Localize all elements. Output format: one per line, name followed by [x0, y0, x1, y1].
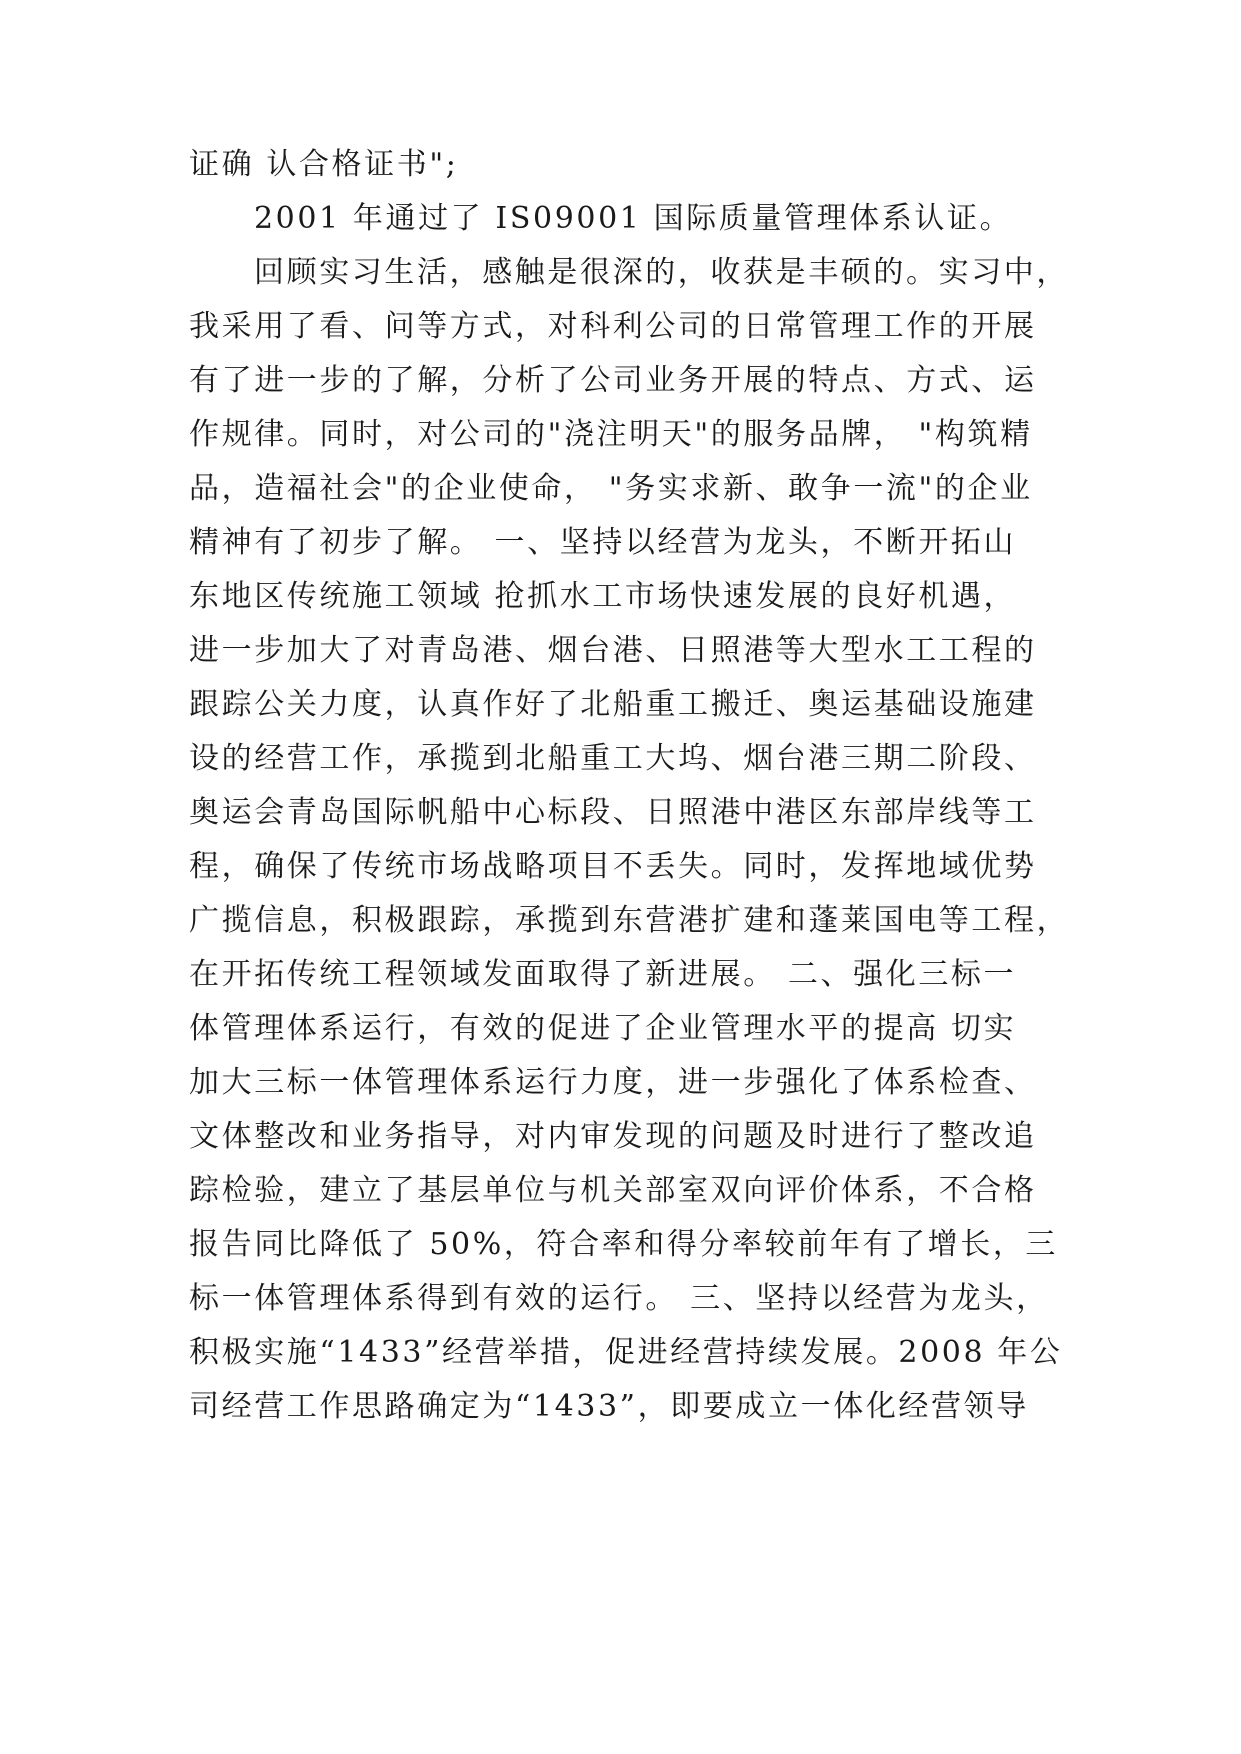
text-line: 奥运会青岛国际帆船中心标段、日照港中港区东部岸线等工 [189, 795, 1037, 830]
text-line: 证确 认合格证书"; [189, 147, 459, 182]
text-line: 进一步加大了对青岛港、烟台港、日照港等大型水工工程的 [189, 633, 1037, 668]
text-line: 在开拓传统工程领域发面取得了新进展。 二、强化三标一 [189, 957, 1017, 992]
text-line: 跟踪公关力度，认真作好了北船重工搬迁、奥运基础设施建 [189, 687, 1037, 722]
text-line: 体管理体系运行，有效的促进了企业管理水平的提高 切实 [189, 1011, 1017, 1046]
text-line: 程，确保了传统市场战略项目不丢失。同时，发挥地域优势 [189, 849, 1037, 884]
text-line: 文体整改和业务指导，对内审发现的问题及时进行了整改追 [189, 1119, 1037, 1154]
text-line: 东地区传统施工领域 抢抓水工市场快速发展的良好机遇， [189, 579, 1017, 614]
text-line: 回顾实习生活，感触是很深的，收获是丰硕的。实习中， [254, 255, 1069, 290]
text-line: 作规律。同时，对公司的"浇注明天"的服务品牌， "构筑精 [189, 417, 1033, 452]
text-line: 设的经营工作，承揽到北船重工大坞、烟台港三期二阶段、 [189, 741, 1037, 776]
text-line: 我采用了看、问等方式，对科利公司的日常管理工作的开展 [189, 309, 1037, 344]
text-line: 广揽信息，积极跟踪，承揽到东营港扩建和蓬莱国电等工程， [189, 903, 1070, 938]
text-line: 有了进一步的了解，分析了公司业务开展的特点、方式、运 [189, 363, 1037, 398]
text-line: 司经营工作思路确定为“1433”，即要成立一体化经营领导 [189, 1389, 1029, 1424]
text-line: 2001 年通过了 IS09001 国际质量管理体系认证。 [254, 201, 1013, 236]
text-line: 加大三标一体管理体系运行力度，进一步强化了体系检查、 [189, 1065, 1037, 1100]
text-line: 积极实施“1433”经营举措，促进经营持续发展。2008 年公 [189, 1335, 1063, 1370]
text-line: 标一体管理体系得到有效的运行。 三、坚持以经营为龙头， [189, 1281, 1049, 1316]
text-line: 踪检验，建立了基层单位与机关部室双向评价体系，不合格 [189, 1173, 1037, 1208]
text-line: 品，造福社会"的企业使命， "务实求新、敢争一流"的企业 [189, 471, 1033, 506]
text-line: 报告同比降低了 50%，符合率和得分率较前年有了增长，三 [189, 1227, 1059, 1262]
text-line: 精神有了初步了解。 一、坚持以经营为龙头，不断开拓山 [189, 525, 1017, 560]
